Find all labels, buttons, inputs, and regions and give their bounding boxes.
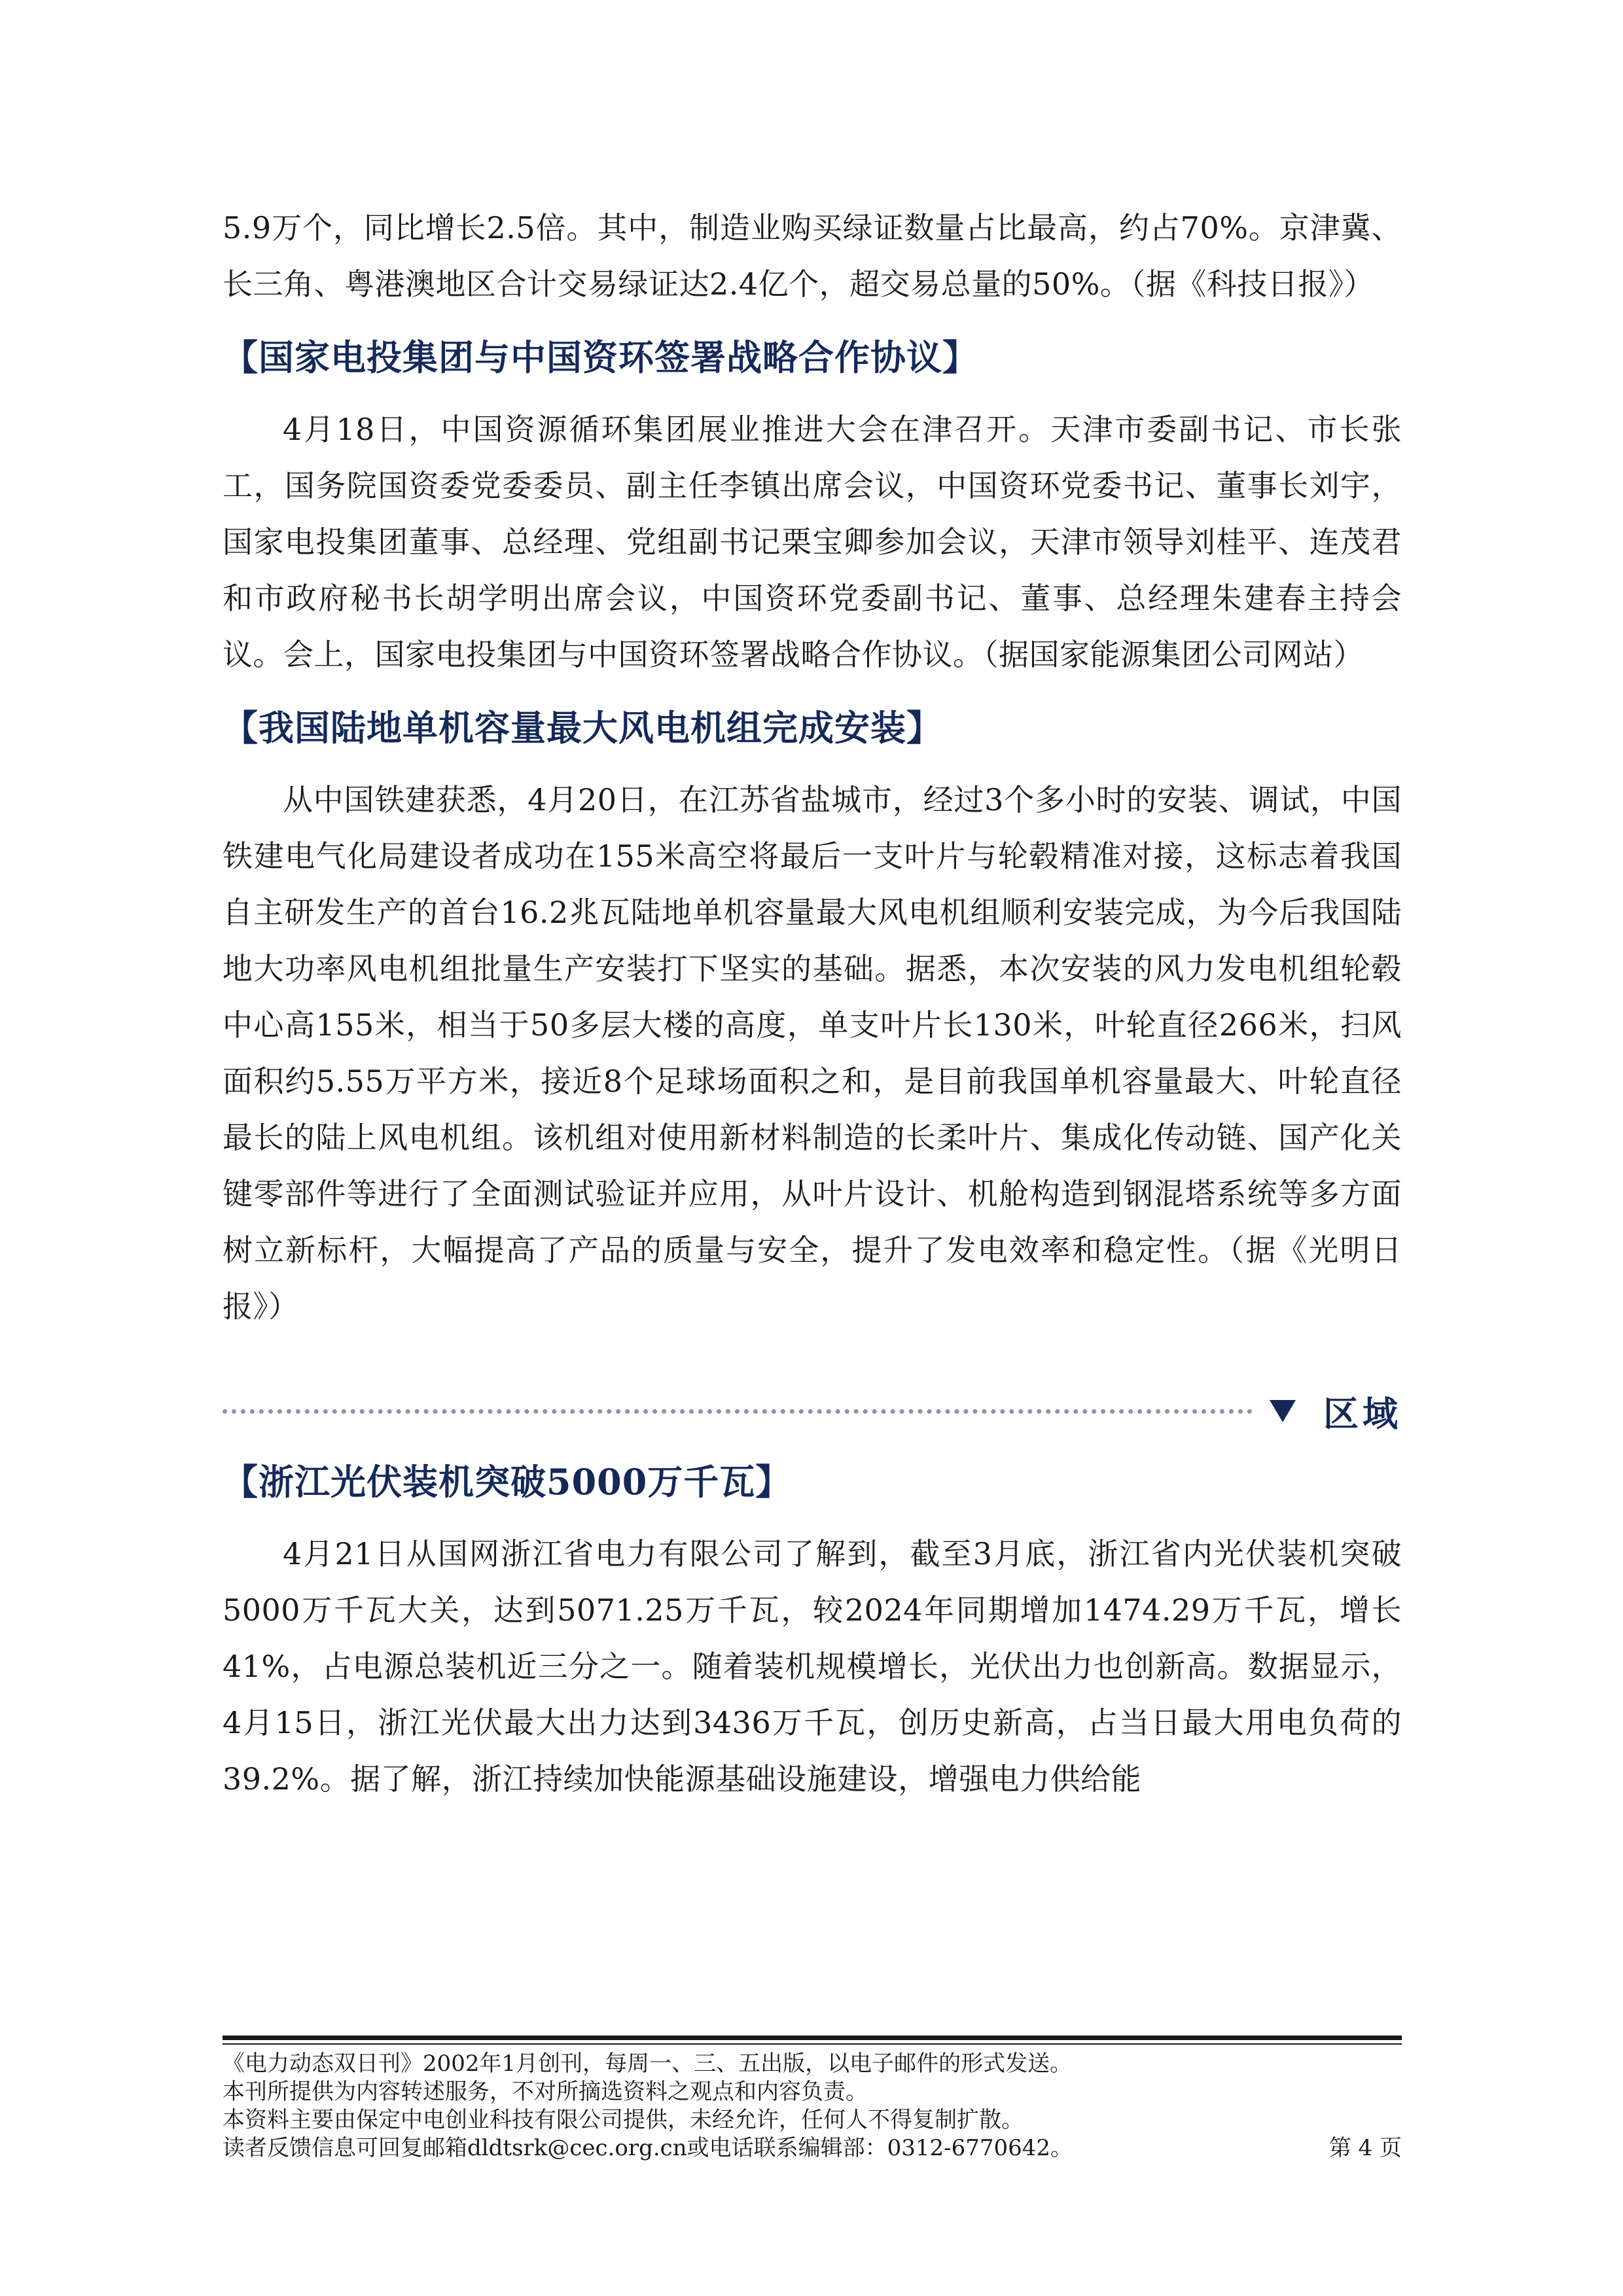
footer-notes (223, 2050, 1402, 2162)
footer-line-contact: 读者反馈信息可回复邮箱dldtsrk@cec.org.cn或电话联系编辑部：0312-6770642。 (223, 2135, 1073, 2161)
paragraph-green-cert-continued: 5.9万个，同比增长2.5倍。其中，制造业购买绿证数量占比最高，约占70%。京津冀、长三角、粤港澳地区合计交易绿证达2.4亿个，超交易总量的50%。（据《科技日报》） (223, 210, 1402, 302)
triangle-down-icon (1270, 1400, 1296, 1422)
paragraph-wind-turbine: 从中国铁建获悉，4月20日，在江苏省盐城市，经过3个多小时的安装、调试，中国铁建电气化局建设者成功在155米高空将最后一支叶片与轮毂精准对接，这标志着我国自主研发生产的首台16.2兆瓦陆地单机容量最大风电机组顺利安装完成，为今后我国陆地大功率风电机组批量生产安装打下坚实的基础。据悉，本次安装的风力发电机组轮毂中心高155米，相当于50多层大楼的高度，单支叶片长130米，叶轮直径266米，扫风面积约5.55万平方米，接近8个足球场面积之和，是目前我国单机容量最大、叶轮直径最长的陆上风电机组。该机组对使用新材料制造的长柔叶片、集成化传动链、国产化关键零部件等进行了全面测试验证并应用，从叶片设计、机舱构造到钢混塔系统等多方面树立新标杆，大幅提高了产品的质量与安全，提升了发电效率和稳定性。（据《光明日报》） (223, 782, 1402, 1324)
footer-line-publication: 《电力动态双日刊》2002年1月创刊，每周一、三、五出版，以电子邮件的形式发送。 (223, 2051, 1073, 2077)
article-body (223, 200, 1402, 1807)
footer-rule-thin (223, 2043, 1402, 2045)
footer-line-copyright: 本资料主要由保定中电创业科技有限公司提供，未经允许，任何人不得复制扩散。 (223, 2107, 1024, 2133)
heading-spic-cooperation: 【国家电投集团与中国资环签署战略合作协议】 (223, 336, 978, 378)
heading-wind-turbine: 【我国陆地单机容量最大风电机组完成安装】 (223, 707, 942, 749)
heading-zhejiang-pv: 【浙江光伏装机突破5000万千瓦】 (223, 1461, 792, 1503)
paragraph-spic-cooperation: 4月18日，中国资源循环集团展业推进大会在津召开。天津市委副书记、市长张工，国务院国资委党委委员、副主任李镇出席会议，中国资环党委书记、董事长刘宇，国家电投集团董事、总经理、党组副书记栗宝卿参加会议，天津市领导刘桂平、连茂君和市政府秘书长胡学明出席会议，中国资环党委副书记、董事、总经理朱建春主持会议。会上，国家电投集团与中国资环签署战略合作协议。（据国家能源集团公司网站） (223, 412, 1402, 672)
section-divider-region (223, 1388, 1402, 1434)
dotted-rule (223, 1409, 1253, 1414)
section-label-region: 区域 (1323, 1392, 1402, 1435)
footer-rule-thick (223, 2036, 1402, 2040)
footer-line-disclaimer: 本刊所提供为内容转述服务，不对所摘选资料之观点和内容负责。 (223, 2079, 868, 2105)
paragraph-zhejiang-pv: 4月21日从国网浙江省电力有限公司了解到，截至3月底，浙江省内光伏装机突破5000万千瓦大关，达到5071.25万千瓦，较2024年同期增加1474.29万千瓦，增长41%，占电源总装机近三分之一。随着装机规模增长，光伏出力也创新高。数据显示，4月15日，浙江光伏最大出力达到3436万千瓦，创历史新高，占当日最大用电负荷的39.2%。据了解，浙江持续加快能源基础设施建设，增强电力供给能 (223, 1536, 1402, 1797)
page-footer (223, 2036, 1402, 2162)
page-number: 第 4 页 (1329, 2135, 1402, 2161)
